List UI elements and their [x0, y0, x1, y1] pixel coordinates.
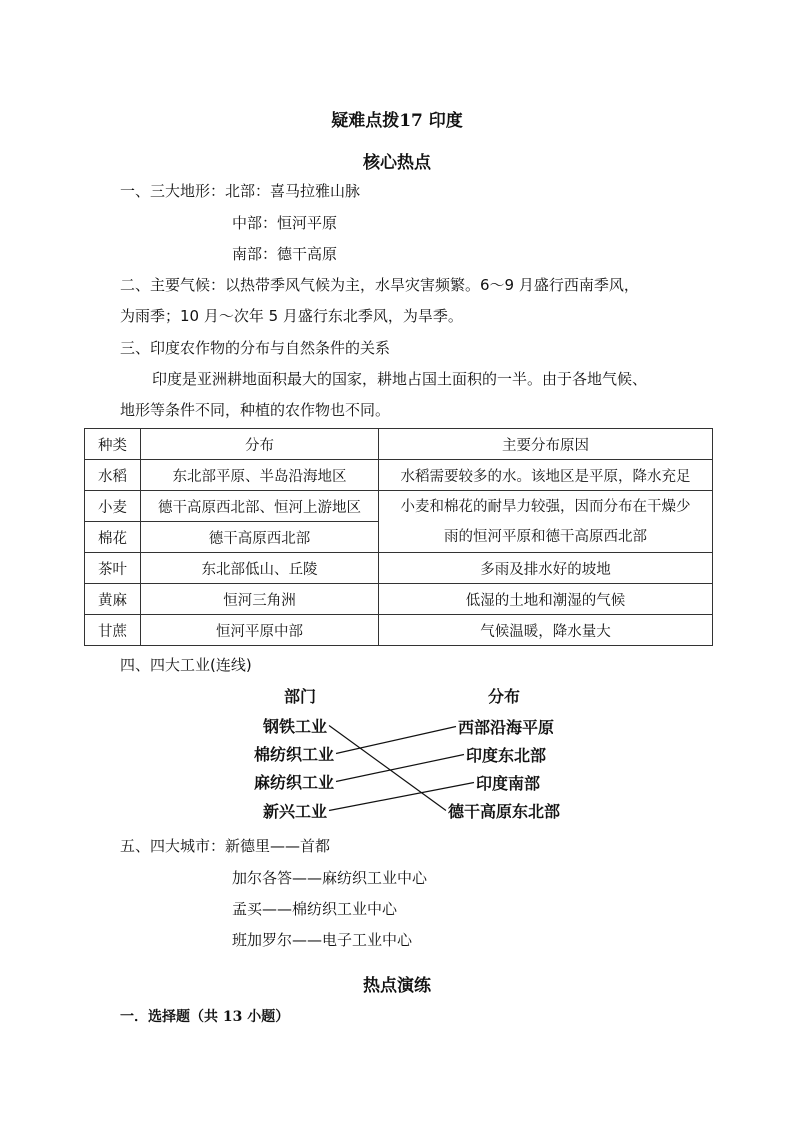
cell-distribution: 东北部低山、丘陵	[141, 553, 379, 584]
section-title-core: 核心热点	[363, 153, 431, 173]
industry-link-line	[329, 726, 446, 811]
industry-col-left: 部门	[284, 687, 317, 706]
reason-merged-line-2: 雨的恒河平原和德干高原西北部	[444, 528, 647, 545]
industry-right-item: 西部沿海平原	[458, 718, 555, 737]
cell-distribution: 东北部平原、半岛沿海地区	[141, 460, 379, 491]
industry-left-item: 钢铁工业	[263, 717, 328, 736]
industry-heading: 四、四大工业(连线)	[120, 656, 252, 674]
cell-reason: 气候温暖，降水量大	[379, 615, 713, 646]
industry-right-item: 印度南部	[476, 774, 541, 793]
cities-line-3: 孟买——棉纺织工业中心	[232, 900, 398, 918]
page-title: 疑难点拨17 印度	[331, 111, 463, 131]
question-heading: 一．选择题（共 13 小题）	[120, 1009, 290, 1025]
cell-reason: 水稻需要较多的水。该地区是平原，降水充足	[379, 460, 713, 491]
cell-reason: 多雨及排水好的坡地	[379, 553, 713, 584]
reason-merged-line-1: 小麦和棉花的耐旱力较强，因而分布在干燥少	[400, 498, 691, 515]
cell-distribution: 德干高原西北部、恒河上游地区	[141, 491, 379, 522]
industry-link-line	[329, 783, 474, 811]
industry-left-item: 新兴工业	[263, 802, 328, 821]
industry-right-item: 印度东北部	[466, 746, 547, 765]
crops-intro-2: 地形等条件不同，种植的农作物也不同。	[120, 401, 391, 419]
header-reason: 主要分布原因	[379, 429, 713, 460]
cities-line-2: 加尔各答——麻纺织工业中心	[232, 869, 428, 887]
crops-intro-1: 印度是亚洲耕地面积最大的国家，耕地占国土面积的一半。由于各地气候、	[152, 370, 648, 388]
cell-crop: 水稻	[85, 460, 141, 491]
cities-line-4: 班加罗尔——电子工业中心	[232, 931, 413, 949]
section-title-practice: 热点演练	[363, 976, 431, 996]
cell-reason: 低湿的土地和潮湿的气候	[379, 584, 713, 615]
industry-left-item: 麻纺织工业	[254, 773, 335, 792]
terrain-south: 南部：德干高原	[232, 245, 338, 263]
terrain-middle: 中部：恒河平原	[232, 214, 338, 232]
terrain-line: 一、三大地形：北部：喜马拉雅山脉	[120, 182, 361, 200]
cell-distribution: 恒河三角洲	[141, 584, 379, 615]
cell-crop: 棉花	[85, 522, 141, 553]
climate-line-1: 二、主要气候：以热带季风气候为主，水旱灾害频繁。6～9 月盛行西南季风，	[120, 276, 639, 294]
industry-link-line	[336, 727, 456, 754]
crops-heading: 三、印度农作物的分布与自然条件的关系	[120, 339, 391, 357]
header-distribution: 分布	[141, 429, 379, 460]
industry-col-right: 分布	[488, 687, 521, 706]
cell-distribution: 德干高原西北部	[141, 522, 379, 553]
cell-crop: 小麦	[85, 491, 141, 522]
cell-crop: 黄麻	[85, 584, 141, 615]
cell-distribution: 恒河平原中部	[141, 615, 379, 646]
header-crop: 种类	[85, 429, 141, 460]
industry-right-item: 德干高原东北部	[448, 802, 561, 821]
cell-crop: 茶叶	[85, 553, 141, 584]
cities-line-1: 五、四大城市：新德里——首都	[120, 837, 331, 855]
industry-left-item: 棉纺织工业	[254, 745, 335, 764]
climate-line-2: 为雨季；10 月～次年 5 月盛行东北季风，为旱季。	[120, 307, 463, 325]
cell-crop: 甘蔗	[85, 615, 141, 646]
